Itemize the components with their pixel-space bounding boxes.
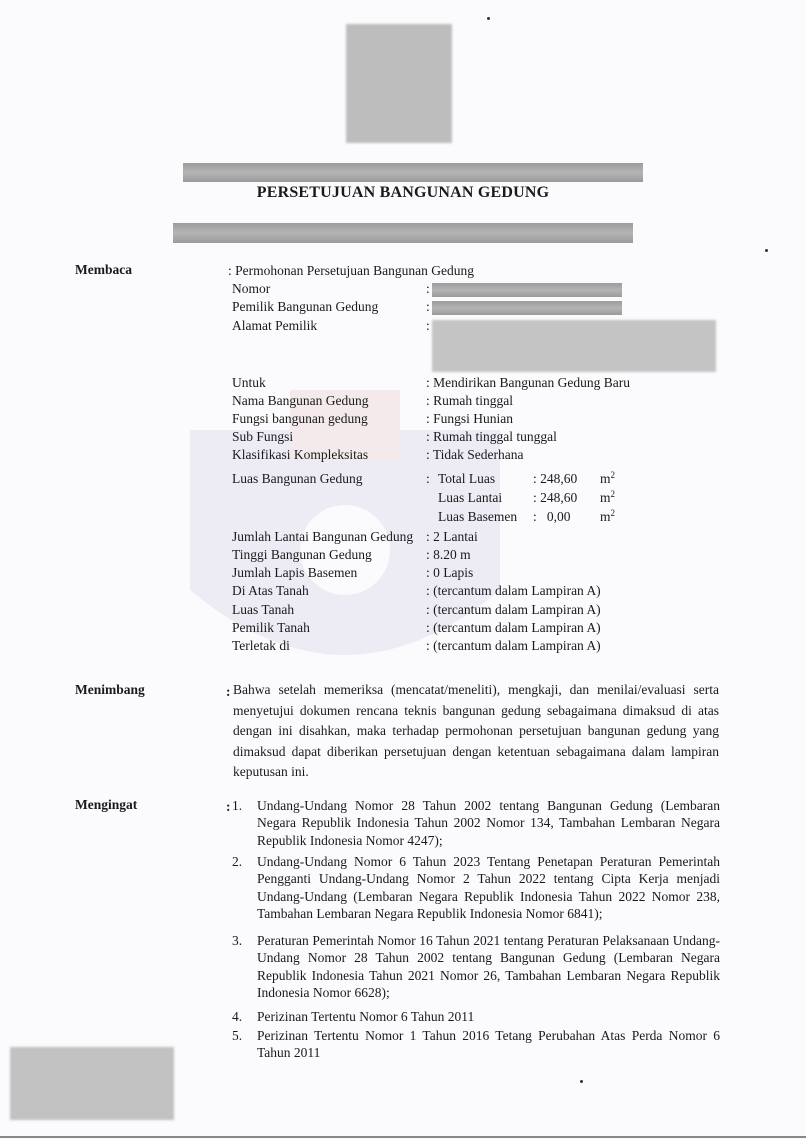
speck [765,249,768,252]
menimbang-colon: : [226,684,231,699]
field-value: : [426,471,430,486]
mengingat-colon: : [226,799,231,814]
unit-exponent: 2 [610,470,616,480]
field-label: Di Atas Tanah [232,583,309,598]
luas-label: Luas Basemen [438,509,518,524]
unit-exponent: 2 [610,508,616,518]
list-number: 4. [232,1009,243,1024]
luas-unit [600,489,615,506]
field-label: Fungsi bangunan gedung [232,411,368,426]
field-label: Terletak di [232,638,290,653]
speck [580,1080,583,1083]
field-value: : (tercantum dalam Lampiran A) [426,583,601,598]
list-text: Undang-Undang Nomor 6 Tahun 2023 Tentang Penetapan Peraturan Pemerintah Pengganti Undang-Undang Nomor 2 Tahun 2022 tentang Cipta Kerja menjadi Undang-Undang (Lembaran Negara Republik Indonesia Tahun 2022 Nomor 238, Tambahan Lembaran Negara Republik Indonesia Nomor 6841); [257,854,720,921]
field-value: : Rumah tinggal tunggal [426,429,557,444]
field-value: : (tercantum dalam Lampiran A) [426,620,601,635]
field-value: : Mendirikan Bangunan Gedung Baru [426,375,630,390]
redacted-pemilik [432,301,622,315]
redacted-number-bar [173,223,633,243]
luas-value: : 0,00 [533,509,571,524]
luas-row [438,470,638,487]
field-label: Pemilik Tanah [232,620,310,635]
luas-row [438,508,638,525]
field-label: Untuk [232,375,266,390]
field-label: Jumlah Lantai Bangunan Gedung [232,529,414,544]
field-value: : Fungsi Hunian [426,411,514,426]
redacted-header-bar [183,163,643,182]
list-text: Perizinan Tertentu Nomor 1 Tahun 2016 Tetang Perubahan Atas Perda Nomor 6 Tahun 2011 [257,1028,720,1061]
redacted-stamp [10,1047,174,1120]
field-label: Pemilik Bangunan Gedung [232,299,379,314]
field-value: : Rumah tinggal [426,393,513,408]
field-value: : [426,281,430,296]
field-value: : Tidak Sederhana [426,447,524,462]
field-value: : 8.20 m [426,547,471,562]
document-title: PERSETUJUAN BANGUNAN GEDUNG [256,184,550,201]
field-value: : (tercantum dalam Lampiran A) [426,602,601,617]
redacted-alamat [432,320,716,372]
unit-text: m [600,490,611,505]
field-label: Tinggi Bangunan Gedung [232,547,372,562]
luas-value: : 248,60 [533,490,578,505]
unit-text: m [600,471,611,486]
list-text: Peraturan Pemerintah Nomor 16 Tahun 2021 tentang Peraturan Pelaksanaan Undang-Undang Nomor 28 Tahun 2002 tentang Bangunan Gedung (Lembaran Negara Republik Indonesia Tahun 2021 Nomor 26, Tambahan Lembaran Negara Republik Indonesia Nomor 6628); [257,933,720,1000]
field-value: : (tercantum dalam Lampiran A) [426,638,601,653]
speck [487,17,490,20]
luas-value: : 248,60 [533,471,578,486]
field-label: Alamat Pemilik [232,318,318,333]
mengingat-heading: Mengingat [75,797,138,812]
menimbang-text: Bahwa setelah memeriksa (mencatat/meneliti), mengkaji, dan menilai/evaluasi serta menyetujui dokumen rencana teknis bangunan gedung sebagaimana dimaksud di atas dengan ini disahkan, maka terhadap permohonan persetujuan bangunan gedung yang dimaksud dapat diberikan persetujuan dengan ketentuan sebagaimana dalam lampiran keputusan ini. [233,682,719,779]
luas-unit [600,508,615,525]
redacted-nomor [432,283,622,297]
field-label: Luas Bangunan Gedung [232,471,363,486]
field-value: : [426,318,430,333]
membaca-intro: : Permohonan Persetujuan Bangunan Gedung [228,263,474,278]
menimbang-heading: Menimbang [75,682,145,697]
field-value: : 0 Lapis [426,565,474,580]
unit-text: m [600,509,611,524]
luas-label: Total Luas [438,471,496,486]
field-label: Sub Fungsi [232,429,294,444]
field-value: : [426,299,430,314]
list-number: 2. [232,854,243,869]
luas-label: Luas Lantai [438,490,503,505]
field-value: : 2 Lantai [426,529,478,544]
membaca-heading: Membaca [75,262,132,277]
list-number: 5. [232,1028,243,1043]
unit-exponent: 2 [610,489,616,499]
list-text: Perizinan Tertentu Nomor 6 Tahun 2011 [257,1009,475,1024]
redacted-logo [346,24,452,143]
luas-row [438,489,638,506]
field-label: Nomor [232,281,271,296]
field-label: Klasifikasi Kompleksitas [232,447,369,462]
list-text: Undang-Undang Nomor 28 Tahun 2002 tentang Bangunan Gedung (Lembaran Negara Republik Indonesia Tahun 2002 Nomor 134, Tambahan Lembaran Negara Republik Indonesia Nomor 4247); [257,798,720,848]
page-edge [0,1136,806,1138]
field-label: Nama Bangunan Gedung [232,393,369,408]
list-number: 1. [232,798,243,813]
field-label: Luas Tanah [232,602,295,617]
luas-unit [600,470,615,487]
field-label: Jumlah Lapis Basemen [232,565,358,580]
list-number: 3. [232,933,243,948]
